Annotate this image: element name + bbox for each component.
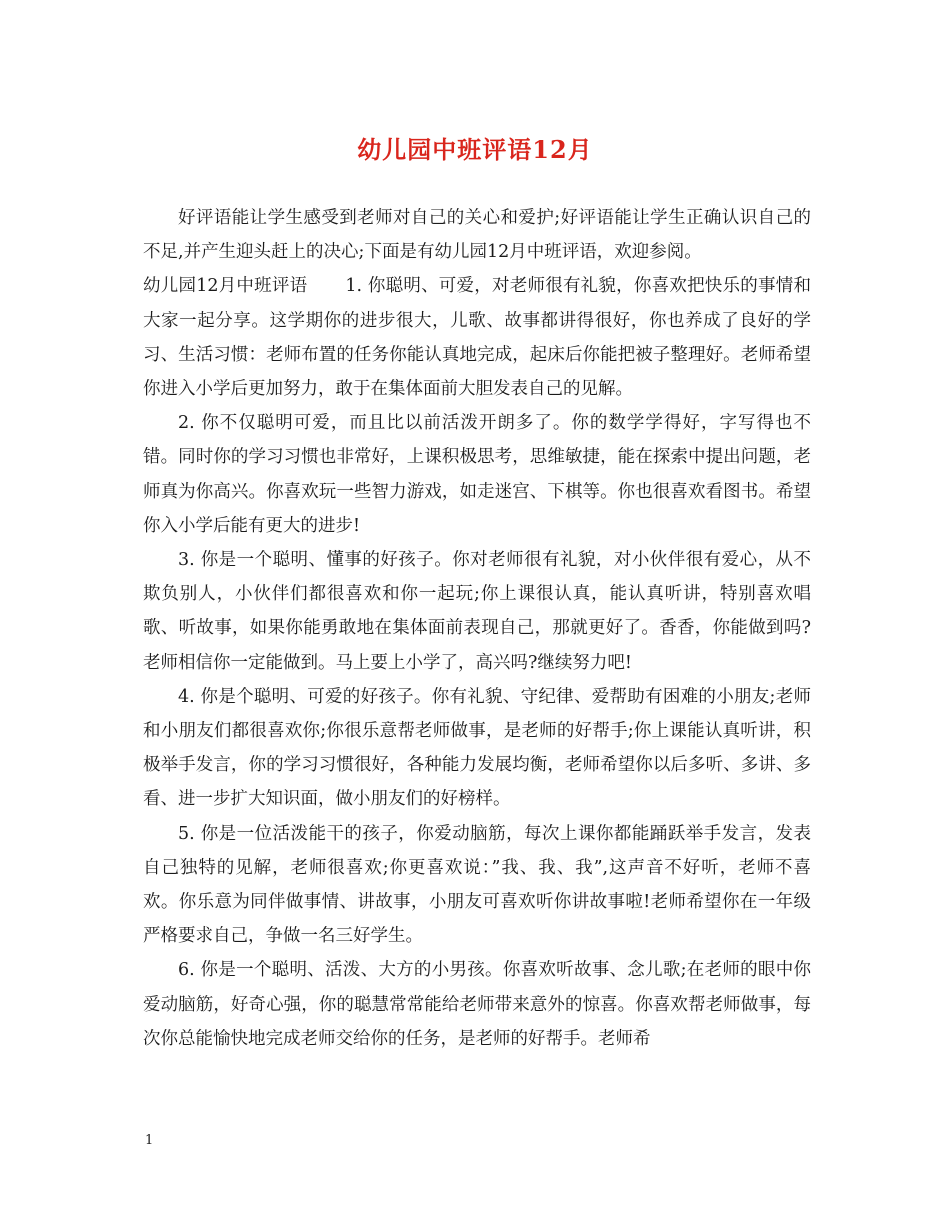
document-body [143,201,811,1056]
comment-item-2: 2. 你不仅聪明可爱，而且比以前活泼开朗多了。你的数学学得好，字写得也不错。同时你的学习习惯也非常好，上课积极思考，思维敏捷，能在探索中提出问题，老师真为你高兴。你喜欢玩一些智力游戏，如走迷宫、下棋等。你也很喜欢看图书。希望你入小学后能有更大的进步! [143,413,811,536]
document-title: 幼儿园中班评语12月 [357,135,593,164]
section-heading: 幼儿园12月中班评语 [143,276,308,297]
page-number: 1 [145,1133,154,1148]
comment-item-1: 1. 你聪明、可爱，对老师很有礼貌，你喜欢把快乐的事情和大家一起分享。这学期你的进步很大，儿歌、故事都讲得很好，你也养成了良好的学习、生活习惯：老师布置的任务你能认真地完成，起床后你能把被子整理好。老师希望你进入小学后更加努力，敢于在集体面前大胆发表自己的见解。 [143,276,811,400]
comment-paragraph-1 [143,269,811,406]
comment-item-4: 4. 你是个聪明、可爱的好孩子。你有礼貌、守纪律、爱帮助有困难的小朋友;老师和小朋友们都很喜欢你;你很乐意帮老师做事，是老师的好帮手;你上课能认真听讲，积极举手发言，你的学习习惯很好，各种能力发展均衡，老师希望你以后多听、多讲、多看、进一步扩大知识面，做小朋友们的好榜样。 [143,686,811,810]
intro-paragraph: 好评语能让学生感受到老师对自己的关心和爱护;好评语能让学生正确认识自己的不足,并产生迎头赶上的决心;下面是有幼儿园12月中班评语，欢迎参阅。 [143,208,811,263]
comment-item-3: 3. 你是一个聪明、懂事的好孩子。你对老师很有礼貌，对小伙伴很有爱心，从不欺负别人，小伙伴们都很喜欢和你一起玩;你上课很认真，能认真听讲，特别喜欢唱歌、听故事，如果你能勇敢地在集体面前表现自己，那就更好了。香香，你能做到吗?老师相信你一定能做到。马上要上小学了，高兴吗?继续努力吧! [143,550,811,673]
comment-item-6: 6. 你是一个聪明、活泼、大方的小男孩。你喜欢听故事、念儿歌;在老师的眼中你爱动脑筋，好奇心强，你的聪慧常常能给老师带来意外的惊喜。你喜欢帮老师做事，每次你总能愉快地完成老师交给你的任务，是老师的好帮手。老师希 [143,960,811,1049]
comment-item-5: 5. 你是一位活泼能干的孩子，你爱动脑筋，每次上课你都能踊跃举手发言，发表自己独特的见解，老师很喜欢;你更喜欢说：”我、我、我”,这声音不好听，老师不喜欢。你乐意为同伴做事情、讲故事，小朋友可喜欢听你讲故事啦!老师希望你在一年级严格要求自己，争做一名三好学生。 [143,823,811,947]
